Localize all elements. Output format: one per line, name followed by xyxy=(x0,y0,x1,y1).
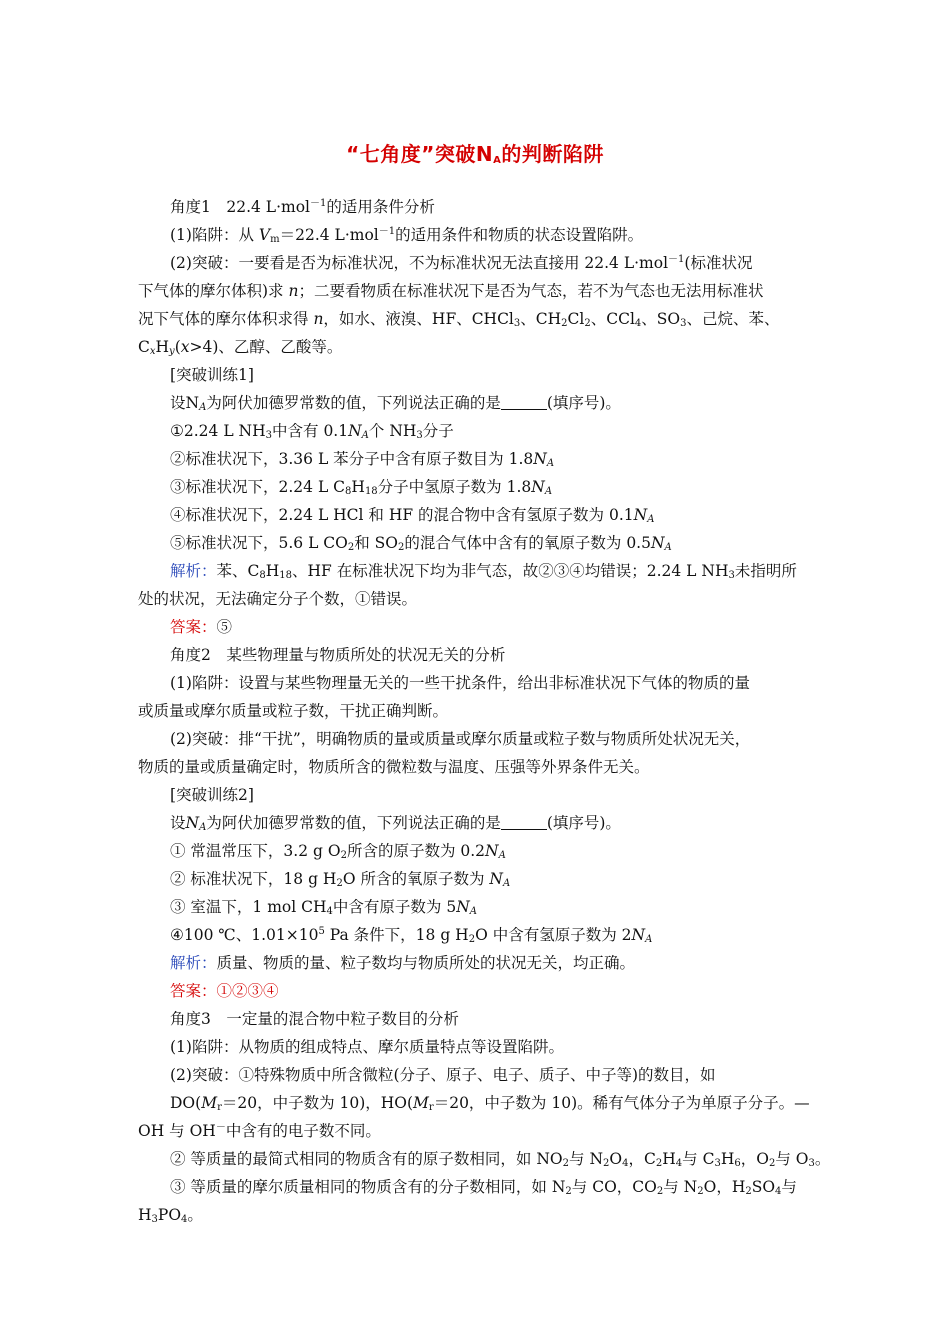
section-1-breakthrough: (2)突破：一要看是否为标准状况，不为标准状况无法直接用 22.4 L·mol$^{-1}$(标准状况 xyxy=(170,254,753,272)
section-3-breakthrough-cont: OH 与 OH－中含有的电子数不同。 xyxy=(138,1122,381,1140)
answer-blank xyxy=(501,813,547,830)
training-1-option-2: ②标准状况下，3.36 L 苯分子中含有原子数目为 $1.8N_A$ xyxy=(170,450,555,469)
section-1-heading: 角度1 22.4 L·mol$^{-1}$的适用条件分析 xyxy=(170,198,435,216)
section-3-breakthrough: (2)突破：①特殊物质中所含微粒(分子、原子、电子、质子、中子等)的数目，如 xyxy=(170,1066,716,1084)
training-1-analysis-cont: 处的状况，无法确定分子个数，①错误。 xyxy=(138,590,418,608)
section-3-point-3: ③ 等质量的摩尔质量相同的物质含有的分子数相同，如 $N_2$与 CO，$CO_2$与 $N_2O$，$H_2SO_4$与 xyxy=(170,1178,797,1197)
section-3-breakthrough-cont: $DO(M_r=20$，中子数为 10)，$HO(M_r=20$，中子数为 10)。稀有气体分子为单原子分子。— xyxy=(170,1094,810,1113)
training-1-heading: [突破训练1] xyxy=(170,366,254,384)
training-2-question: 设$N_A$为阿伏加德罗常数的值，下列说法正确的是 (填序号)。 xyxy=(170,814,621,833)
training-2-answer: 答案：①②③④ xyxy=(170,982,279,1000)
training-1-analysis: 解析：苯、$C_8H_{18}$、HF 在标准状况下均为非气态，故②③④均错误；2.24 L $NH_3$未指明所 xyxy=(170,562,797,581)
training-2-option-2: ② 标准状况下，18 g $H_2O$ 所含的氧原子数为 $N_A$ xyxy=(170,870,511,889)
training-2-heading: [突破训练2] xyxy=(170,786,254,804)
training-1-option-3: ③标准状况下，2.24 L $C_8H_{18}$分子中氢原子数为 $1.8N_A$ xyxy=(170,478,553,497)
document-body xyxy=(138,193,831,1229)
training-1-answer: 答案：⑤ xyxy=(170,618,233,636)
section-1-trap: (1)陷阱：从 $V_m=22.4$ L·mol$^{-1}$的适用条件和物质的状态设置陷阱。 xyxy=(170,226,644,245)
page-title: “七角度”突破$N_A$的判断陷阱 xyxy=(346,142,604,166)
answer-blank xyxy=(501,393,547,410)
training-2-analysis: 解析：质量、物质的量、粒子数均与物质所处的状况无关，均正确。 xyxy=(170,954,636,972)
section-2-trap: (1)陷阱：设置与某些物理量无关的一些干扰条件，给出非标准状况下气体的物质的量 xyxy=(170,674,750,692)
section-2-trap-cont: 或质量或摩尔质量或粒子数，干扰正确判断。 xyxy=(138,702,449,720)
section-3-trap: (1)陷阱：从物质的组成特点、摩尔质量特点等设置陷阱。 xyxy=(170,1038,564,1056)
training-1-question: 设$N_A$为阿伏加德罗常数的值，下列说法正确的是 (填序号)。 xyxy=(170,394,621,413)
section-2-breakthrough: (2)突破：排“干扰”，明确物质的量或质量或摩尔质量或粒子数与物质所处状况无关， xyxy=(170,730,751,748)
section-3-heading: 角度3 一定量的混合物中粒子数目的分析 xyxy=(170,1010,459,1028)
section-3-point-2: ② 等质量的最简式相同的物质含有的原子数相同，如 $NO_2$与 $N_2O_4$，$C_2H_4$与 $C_3H_6$，$O_2$与 $O_3$。 xyxy=(170,1150,831,1169)
section-1-breakthrough-cont: $C_xH_y(x>4)$、乙醇、乙酸等。 xyxy=(138,338,343,357)
training-2-option-1: ① 常温常压下，3.2 g $O_2$所含的原子数为 $0.2N_A$ xyxy=(170,842,506,861)
training-1-option-5: ⑤标准状况下，5.6 L $CO_2$和 $SO_2$的混合气体中含有的氧原子数为 $0.5N_A$ xyxy=(170,534,672,553)
section-2-breakthrough-cont: 物质的量或质量确定时，物质所含的微粒数与温度、压强等外界条件无关。 xyxy=(138,758,650,776)
section-1-breakthrough-cont: 况下气体的摩尔体积求得 n，如水、液溴、HF、CHCl$_3$、$CH_2Cl_2$、CCl$_4$、$SO_3$、己烷、苯、 xyxy=(138,310,780,329)
training-1-option-4: ④标准状况下，2.24 L HCl 和 HF 的混合物中含有氢原子数为 $0.1N_A$ xyxy=(170,506,655,525)
section-3-point-3-cont: $H_3PO_4$。 xyxy=(138,1206,203,1225)
training-1-option-1: ①2.24 L $NH_3$中含有 $0.1N_A$个 $NH_3$分子 xyxy=(170,422,454,441)
training-2-option-3: ③ 室温下，1 mol $CH_4$中含有原子数为 $5N_A$ xyxy=(170,898,477,917)
section-2-heading: 角度2 某些物理量与物质所处的状况无关的分析 xyxy=(170,646,506,664)
training-2-option-4: ④100 ℃、$1.01\times 10^5$ Pa 条件下，18 g $H_2O$ 中含有氢原子数为 $2N_A$ xyxy=(170,926,653,945)
section-1-breakthrough-cont: 下气体的摩尔体积)求 n；二要看物质在标准状况下是否为气态，若不为气态也无法用标准状 xyxy=(138,282,764,300)
